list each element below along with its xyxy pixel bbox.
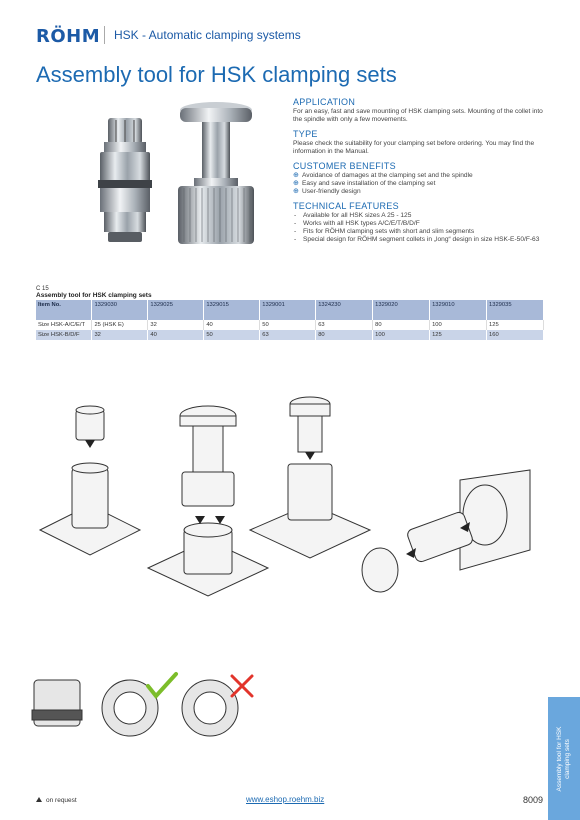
- table-header-cell: 1324230: [316, 300, 373, 320]
- page-title: Assembly tool for HSK clamping sets: [36, 62, 397, 87]
- eshop-link[interactable]: www.eshop.roehm.biz: [246, 795, 325, 804]
- table-cell: Size HSK-B/D/F: [36, 330, 92, 340]
- step-3-illustration: [250, 397, 370, 558]
- features-list: [293, 212, 548, 244]
- product-table-block: [36, 286, 544, 340]
- roehm-logo: RÖHM: [36, 26, 101, 47]
- header-divider: [104, 26, 105, 44]
- cross-icon: [232, 676, 252, 696]
- list-item: - Available for all HSK sizes A 25 - 125: [293, 212, 548, 220]
- table-title: Assembly tool for HSK clamping sets: [36, 292, 152, 299]
- table-cell: 100: [430, 320, 487, 330]
- table-row: [36, 330, 544, 340]
- table-cell: 40: [204, 320, 260, 330]
- step-1-illustration: [40, 406, 140, 555]
- product-table: [36, 300, 544, 340]
- benefits-heading: CUSTOMER BENEFITS: [293, 161, 396, 171]
- wrong-fit-illustration: [182, 680, 238, 736]
- benefits-list: [293, 172, 548, 196]
- assembly-tool-image: [178, 102, 254, 244]
- assembly-steps-illustration: [30, 380, 550, 600]
- table-header-cell: 1329015: [204, 300, 260, 320]
- list-item: ⊕ User-friendly design: [293, 188, 548, 196]
- table-cell: 125: [487, 320, 544, 330]
- list-item: - Special design for RÖHM segment collets in „long“ design in size HSK-E-50/F-63: [293, 236, 548, 244]
- table-header-cell: 1329020: [373, 300, 430, 320]
- table-header-cell: 1329035: [487, 300, 544, 320]
- table-cell: 80: [316, 330, 373, 340]
- type-heading: TYPE: [293, 129, 318, 139]
- collet-image: [98, 118, 152, 242]
- list-item: ⊕ Easy and save installation of the clamping set: [293, 180, 548, 188]
- table-cell: 80: [373, 320, 430, 330]
- info-column: [293, 98, 548, 244]
- table-cell: Size HSK-A/C/E/T: [36, 320, 92, 330]
- collet-side-illustration: [32, 680, 82, 726]
- list-item: - Fits for RÖHM clamping sets with short and slim segments: [293, 228, 548, 236]
- page-number: 8009: [523, 795, 544, 805]
- step-2-illustration: [148, 406, 268, 596]
- table-cell: 32: [148, 320, 204, 330]
- check-icon: [148, 674, 176, 696]
- on-request-label: on request: [46, 797, 77, 804]
- table-header-cell: 1329010: [430, 300, 487, 320]
- product-photo: [96, 100, 276, 260]
- table-cell: 125: [430, 330, 487, 340]
- type-text: Please check the suitability for your clamping set before ordering. You may find the information in the Manual.: [293, 140, 535, 155]
- list-item: ⊕ Avoidance of damages at the clamping set and the spindle: [293, 172, 548, 180]
- table-cell: 160: [487, 330, 544, 340]
- section-side-tab: [548, 697, 580, 820]
- sidetab-line-2: clamping sets: [564, 738, 571, 779]
- table-header-cell: 1329025: [148, 300, 204, 320]
- list-item: - Works with all HSK types A/C/E/T/B/D/F: [293, 220, 548, 228]
- table-header-cell: 1329001: [260, 300, 316, 320]
- table-cell: 100: [373, 330, 430, 340]
- table-header-cell: Item No.: [36, 300, 92, 320]
- collet-fit-illustration: [30, 670, 270, 740]
- table-cell: 63: [260, 330, 316, 340]
- table-cell: 40: [148, 330, 204, 340]
- table-row: [36, 320, 544, 330]
- table-cell: 50: [260, 320, 316, 330]
- table-header-row: [36, 300, 544, 320]
- footer-note: [36, 797, 77, 804]
- application-heading: APPLICATION: [293, 97, 356, 107]
- table-header-cell: 1329030: [92, 300, 148, 320]
- application-text: For an easy, fast and save mounting of HSK clamping sets. Mounting of the collet into the spindle with only a few movements.: [293, 108, 543, 123]
- features-heading: TECHNICAL FEATURES: [293, 201, 399, 211]
- page-header: [36, 24, 556, 48]
- table-code: C 15: [36, 286, 49, 292]
- step-4-illustration: [362, 470, 530, 592]
- table-cell: 25 (HSK E): [92, 320, 148, 330]
- on-request-triangle-icon: [36, 797, 42, 802]
- table-cell: 32: [92, 330, 148, 340]
- section-title: HSK - Automatic clamping systems: [114, 28, 301, 42]
- table-cell: 63: [316, 320, 373, 330]
- table-cell: 50: [204, 330, 260, 340]
- sidetab-line-1: Assembly tool for HSK: [556, 725, 563, 792]
